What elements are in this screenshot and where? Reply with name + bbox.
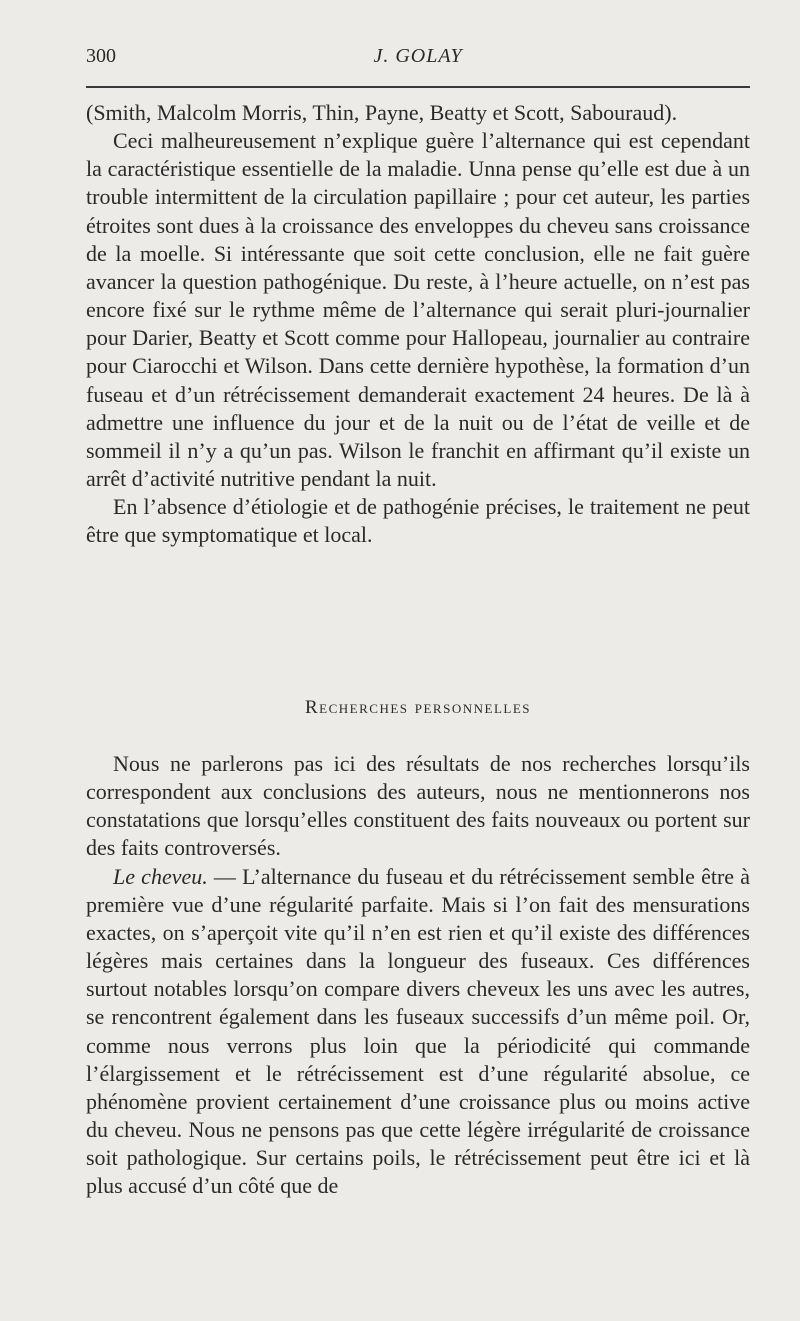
paragraph-intro: Nous ne parlerons pas ici des résultats de nos recherches lorsqu’ils correspondent aux conclusions des auteurs, nous ne mentionnerons nos constatations que lorsqu’elles constituent des faits nouveaux ou portent sur des faits controversés. (86, 751, 750, 861)
paragraph-hair (86, 863, 750, 1201)
running-title: J. GOLAY (373, 45, 463, 67)
text-block-lower (86, 750, 750, 1201)
section-heading: Recherches personnelles (305, 697, 531, 718)
header-rule (86, 86, 750, 88)
paragraph-citation-continuation: (Smith, Malcolm Morris, Thin, Payne, Beatty et Scott, Sabouraud). (86, 100, 678, 125)
text-block-upper (86, 99, 750, 550)
page-header (86, 45, 750, 75)
paragraph-lead-italic: Le cheveu. (113, 863, 208, 889)
paragraph-hair-text: — L’alternance du fuseau et du rétrécissement semble être à première vue d’une régularité parfaite. Mais si l’on fait des mensurations exactes, on s’aperçoit vite qu’il n’en est rien et qu’il existe des différences légères mais certaines dans la longueur des fuseaux. Ces différences surtout notables lorsqu’on compare divers cheveux les uns avec les autres, se rencontrent également dans les fuseaux successifs d’un même poil. Or, comme nous verrons plus loin que la périodicité qui commande l’élargissement et le rétrécissement est d’une régularité absolue, ce phénomène provient certainement d’une croissance plus ou moins active du cheveu. Nous ne pensons pas que cette légère irrégularité de croissance soit pathologique. Sur certains poils, le rétrécissement peut être ici et là plus accusé d’un côté que de (86, 863, 750, 1199)
paragraph-treatment: En l’absence d’étiologie et de pathogénie précises, le traitement ne peut être que symptomatique et local. (86, 494, 750, 548)
page-number: 300 (86, 45, 116, 67)
paragraph-pathogenesis: Ceci malheureusement n’explique guère l’alternance qui est cependant la caractéristique essentielle de la maladie. Unna pense qu’elle est due à un trouble intermittent de la circulation papillaire ; pour cet auteur, les parties étroites sont dues à la croissance des enveloppes du cheveu sans croissance de la moelle. Si intéressante que soit cette conclusion, elle ne fait guère avancer la question pathogénique. Du reste, à l’heure actuelle, on n’est pas encore fixé sur le rythme même de l’alternance qui serait pluri-journalier pour Darier, Beatty et Scott comme pour Hallopeau, journalier au contraire pour Ciarocchi et Wilson. Dans cette dernière hypothèse, la formation d’un fuseau et d’un rétrécissement demanderait exactement 24 heures. De là à admettre une influence du jour et de la nuit ou de l’état de veille et de sommeil il n’y a qu’un pas. Wilson le franchit en affirmant qu’il existe un arrêt d’activité nutritive pendant la nuit. (86, 128, 750, 492)
